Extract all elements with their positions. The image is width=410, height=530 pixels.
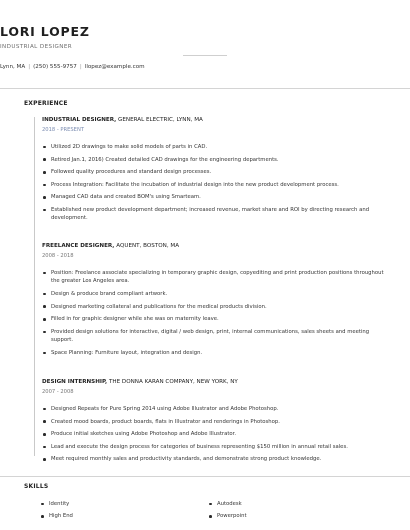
bullet-item: Space Planning: Furniture layout, integration and design.: [42, 349, 387, 357]
job-heading: [42, 116, 387, 124]
job-bullets: [42, 405, 387, 464]
bullet-item: Lead and execute the design process for categories of business representing $150 million in annual retail sales.: [42, 443, 387, 451]
skill-item: Identity: [40, 500, 73, 508]
skills-list-right: [208, 500, 247, 525]
bullet-item: Followed quality procedures and standard design processes.: [42, 168, 387, 176]
contact-separator: |: [79, 64, 82, 70]
bullet-item: Meet required monthly sales and productivity standards, and demonstrate strong product knowledge.: [42, 455, 387, 463]
experience-heading: EXPERIENCE: [24, 100, 68, 107]
contact-line: [0, 64, 410, 70]
job-entry: [42, 378, 387, 464]
job-role: DESIGN INTERNSHIP,: [42, 379, 108, 385]
skill-item: Powerpoint: [208, 512, 247, 520]
skills-list-left: [40, 500, 73, 525]
bullet-item: Position: Freelance associate specializing in temporary graphic design, copyediting and print production positions throughout the greater Los Angeles area.: [42, 269, 387, 286]
skills-heading: SKILLS: [24, 483, 49, 490]
experience-timeline: [34, 117, 35, 456]
job-company: AQUENT, BOSTON, MA: [116, 243, 180, 249]
bullet-item: Established new product development department; increased revenue, market share and ROI by directing research and development.: [42, 206, 387, 223]
job-title: INDUSTRIAL DESIGNER: [0, 44, 73, 50]
bullet-item: Process Integration: Facilitate the incubation of industrial design into the new product development process.: [42, 181, 387, 189]
contact-email[interactable]: llopez@example.com: [84, 64, 145, 70]
job-role: INDUSTRIAL DESIGNER,: [42, 117, 117, 123]
job-entry: [42, 116, 387, 223]
job-dates: 2008 - 2018: [42, 253, 74, 259]
job-dates: 2007 - 2008: [42, 389, 74, 395]
job-role: FREELANCE DESIGNER,: [42, 243, 115, 249]
skill-item: High End: [40, 512, 73, 520]
job-company: THE DONNA KARAN COMPANY, NEW YORK, NY: [108, 379, 238, 385]
bullet-item: Produce initial sketches using Adobe Photoshop and Adobe Illustrator.: [42, 430, 387, 438]
candidate-name: LORI LOPEZ: [0, 24, 90, 39]
bullet-item: Utilized 2D drawings to make solid models of parts in CAD.: [42, 143, 387, 151]
contact-separator: |: [28, 64, 31, 70]
job-bullets: [42, 269, 387, 357]
job-dates: 2018 - PRESENT: [42, 127, 85, 133]
job-company: GENERAL ELECTRIC, LYNN, MA: [118, 117, 203, 123]
bullet-item: Designed Repeats for Pure Spring 2014 using Adobe Illustrator and Adobe Photoshop.: [42, 405, 387, 413]
skill-item: Autodesk: [208, 500, 247, 508]
job-entry: [42, 242, 387, 357]
bullet-item: Provided design solutions for interactive, digital / web design, print, internal communications, sales sheets and meeting support.: [42, 328, 387, 345]
contact-location: Lynn, MA: [0, 64, 26, 70]
bullet-item: Created mood boards, product boards, flats in Illustrator and renderings in Photoshop.: [42, 418, 387, 426]
header-divider: [183, 55, 227, 56]
section-divider: [0, 88, 410, 89]
contact-phone: (250) 555-9757: [33, 64, 77, 70]
job-heading: [42, 378, 387, 386]
bullet-item: Managed CAD data and created BOM's using Smarteam.: [42, 193, 387, 201]
job-heading: [42, 242, 387, 250]
section-divider: [0, 476, 410, 477]
bullet-item: Design & produce brand compliant artwork.: [42, 290, 387, 298]
bullet-item: Designed marketing collateral and publications for the medical products division.: [42, 303, 387, 311]
bullet-item: Retired Jan.1, 2016) Created detailed CAD drawings for the engineering departments.: [42, 156, 387, 164]
job-bullets: [42, 143, 387, 223]
bullet-item: Filled in for graphic designer while she was on maternity leave.: [42, 315, 387, 323]
